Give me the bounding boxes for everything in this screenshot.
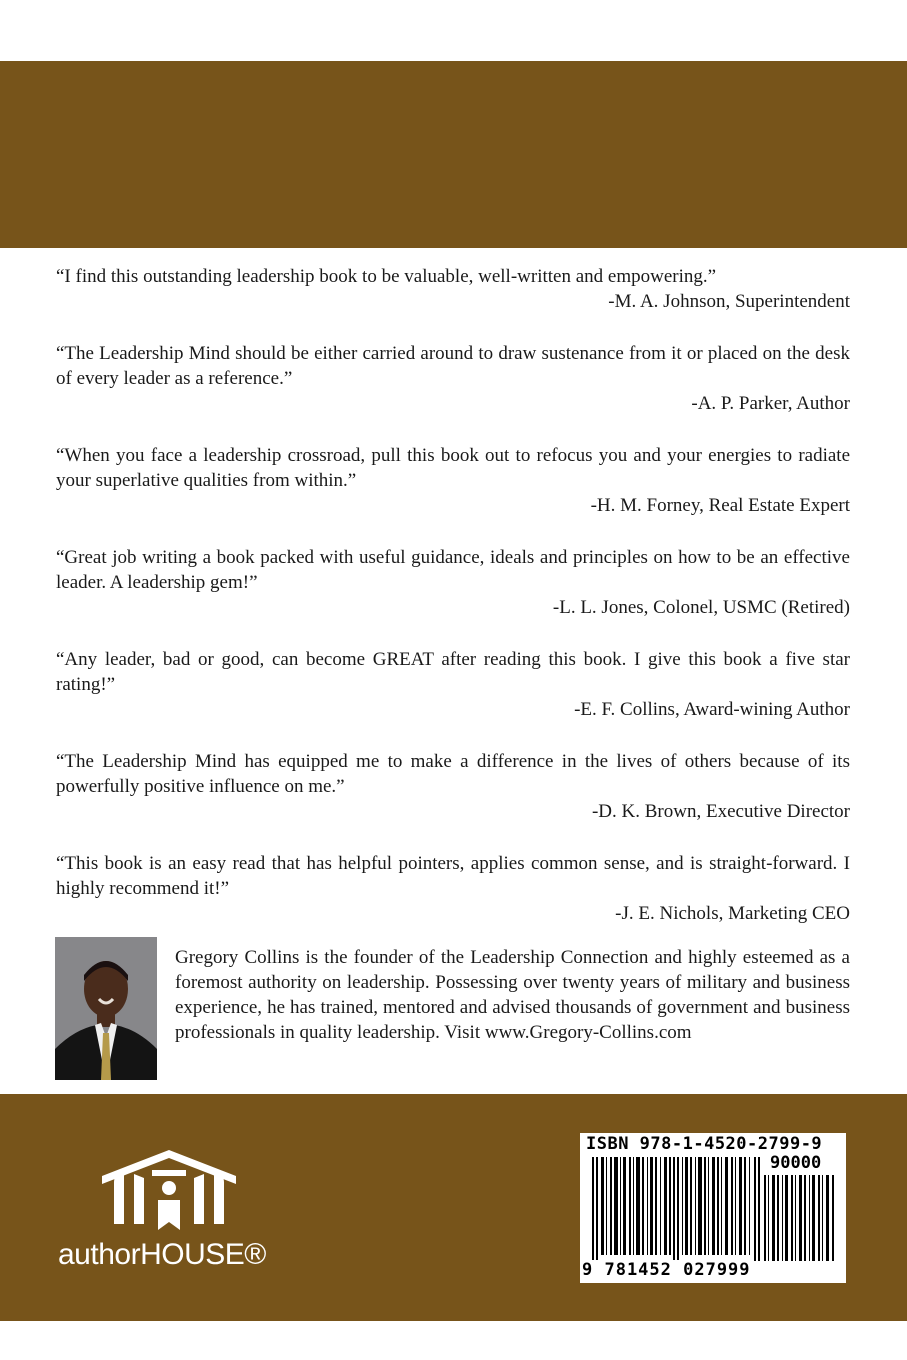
testimonial-attribution: -M. A. Johnson, Superintendent bbox=[608, 291, 850, 312]
testimonial-4 bbox=[56, 545, 850, 620]
testimonial-2 bbox=[56, 341, 850, 416]
testimonial-3 bbox=[56, 443, 850, 518]
author-bio: Gregory Collins is the founder of the Leadership Connection and highly esteemed as a foremost authority on leadership. Possessing over twenty years of military and business experience, he has trained, mentored and advised thousands of government and business professionals in quality leadership. Visit www.Gregory-Collins.com bbox=[175, 947, 850, 1043]
testimonial-6 bbox=[56, 749, 850, 824]
testimonial-text: “The Leadership Mind has equipped me to make a difference in the lives of others because of its powerfully positive influence on me.” bbox=[56, 751, 850, 797]
testimonial-text: “Any leader, bad or good, can become GREAT after reading this book. I give this book a five star rating!” bbox=[56, 649, 850, 695]
testimonial-text: “When you face a leadership crossroad, pull this book out to refocus you and your energies to radiate your superlative qualities from within.” bbox=[56, 445, 850, 491]
testimonial-text: “I find this outstanding leadership book to be valuable, well-written and empowering.” bbox=[56, 266, 717, 287]
testimonial-attribution: -E. F. Collins, Award-wining Author bbox=[574, 699, 850, 720]
testimonial-attribution: -A. P. Parker, Author bbox=[691, 393, 850, 414]
testimonial-7 bbox=[56, 851, 850, 926]
price-barcode-bars bbox=[764, 1175, 836, 1261]
testimonial-text: “This book is an easy read that has helpful pointers, applies common sense, and is straight-forward. I highly recommend it!” bbox=[56, 853, 850, 899]
house-logo-icon bbox=[94, 1146, 244, 1236]
testimonial-5 bbox=[56, 647, 850, 722]
isbn-barcode bbox=[580, 1133, 846, 1283]
testimonial-attribution: -L. L. Jones, Colonel, USMC (Retired) bbox=[552, 597, 850, 618]
publisher-logo bbox=[58, 1146, 266, 1276]
author-portrait-icon bbox=[55, 937, 157, 1080]
testimonial-text: “The Leadership Mind should be either carried around to draw sustenance from it or placed on the desk of every leader as a reference.” bbox=[56, 343, 850, 389]
testimonials bbox=[56, 264, 850, 953]
testimonial-attribution: -H. M. Forney, Real Estate Expert bbox=[590, 495, 850, 516]
testimonial-attribution: -D. K. Brown, Executive Director bbox=[591, 801, 850, 822]
author-photo bbox=[55, 937, 157, 1080]
isbn-label: ISBN 978-1-4520-2799-9 bbox=[586, 1134, 823, 1154]
price-code: 90000 bbox=[770, 1153, 822, 1173]
ean-number: 9 781452 027999 bbox=[582, 1260, 751, 1280]
ean-barcode-bars bbox=[592, 1157, 760, 1261]
testimonial-1 bbox=[56, 264, 850, 314]
testimonial-text: “Great job writing a book packed with useful guidance, ideals and principles on how to be an effective leader. A leadership gem!” bbox=[56, 547, 850, 593]
top-color-band bbox=[0, 61, 907, 248]
testimonial-attribution: -J. E. Nichols, Marketing CEO bbox=[615, 903, 850, 924]
publisher-name: authorHOUSE® bbox=[58, 1238, 266, 1271]
